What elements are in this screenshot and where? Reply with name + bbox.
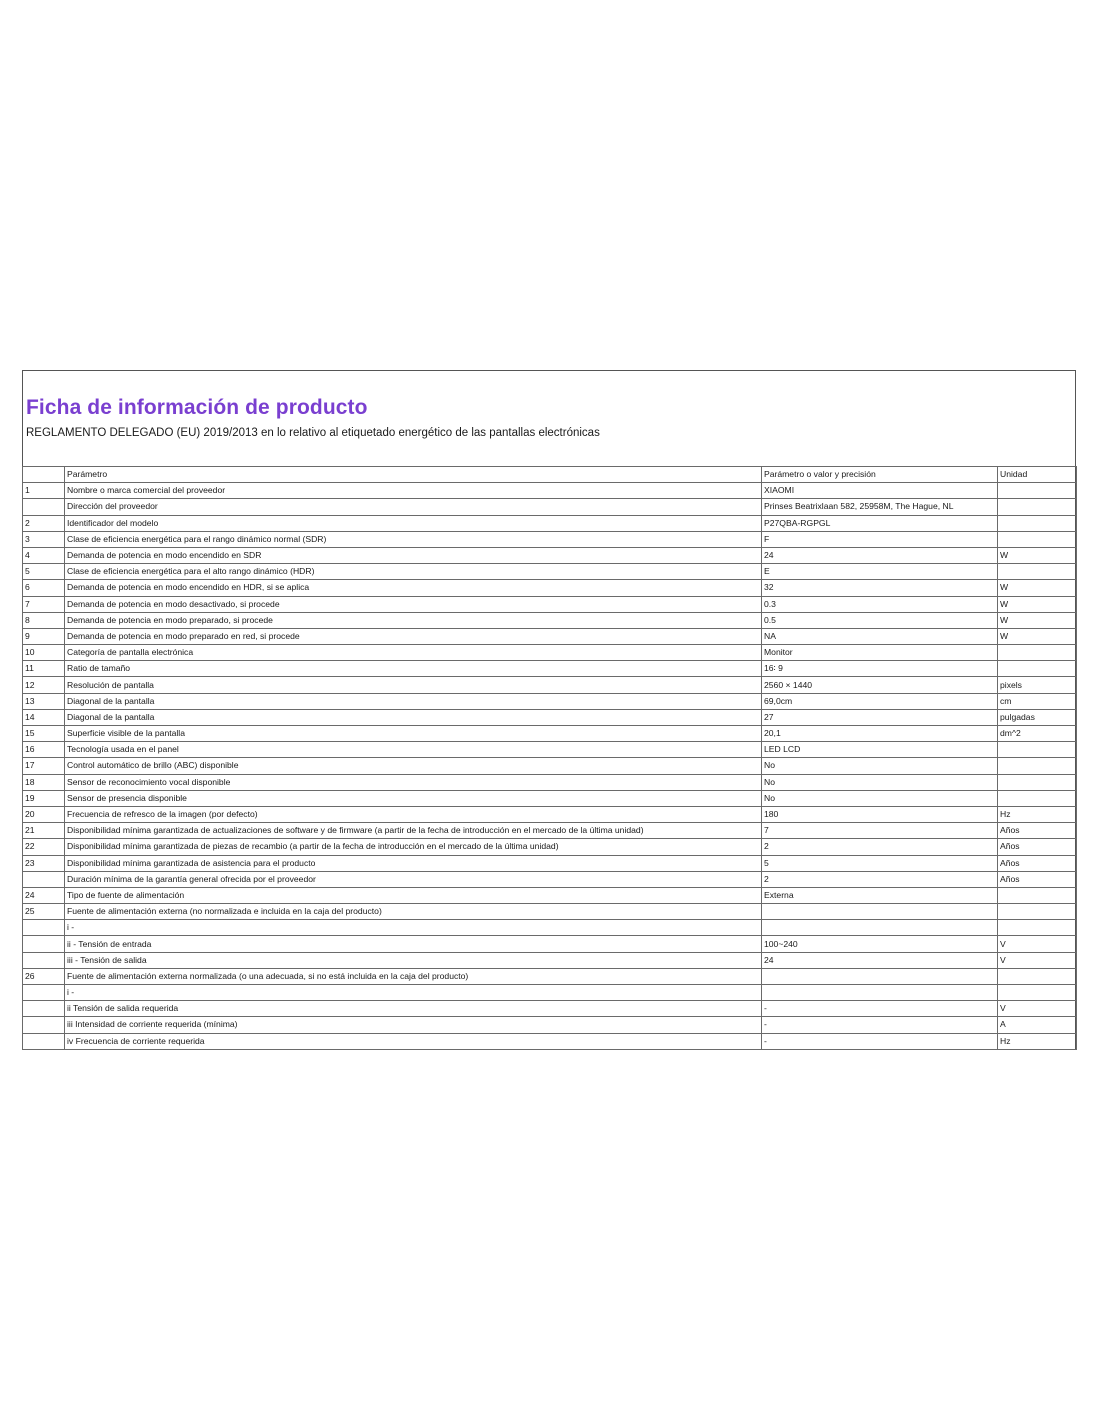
row-num <box>23 952 65 968</box>
row-value: LED LCD <box>762 742 998 758</box>
row-num <box>23 936 65 952</box>
table-row <box>23 483 1077 499</box>
row-param: Diagonal de la pantalla <box>65 709 762 725</box>
table-row <box>23 968 1077 984</box>
row-num: 9 <box>23 628 65 644</box>
row-value: 7 <box>762 823 998 839</box>
table-row <box>23 531 1077 547</box>
row-num: 1 <box>23 483 65 499</box>
row-value: 24 <box>762 952 998 968</box>
row-value: 27 <box>762 709 998 725</box>
row-value: 180 <box>762 806 998 822</box>
row-unit: W <box>998 580 1077 596</box>
row-unit: pulgadas <box>998 709 1077 725</box>
table-row <box>23 564 1077 580</box>
row-unit <box>998 499 1077 515</box>
header-param: Parámetro <box>65 467 762 483</box>
row-param: Demanda de potencia en modo encendido en HDR, si se aplica <box>65 580 762 596</box>
row-num: 22 <box>23 839 65 855</box>
row-value: 69,0cm <box>762 693 998 709</box>
row-num: 23 <box>23 855 65 871</box>
sheet-header <box>23 371 1075 467</box>
table-row <box>23 1017 1077 1033</box>
table-row <box>23 855 1077 871</box>
row-param: iii Intensidad de corriente requerida (mínima) <box>65 1017 762 1033</box>
row-unit: W <box>998 612 1077 628</box>
row-param: Frecuencia de refresco de la imagen (por defecto) <box>65 806 762 822</box>
row-value: - <box>762 1001 998 1017</box>
row-num: 4 <box>23 547 65 563</box>
row-unit <box>998 564 1077 580</box>
table-row <box>23 645 1077 661</box>
row-value <box>762 968 998 984</box>
page-title: Ficha de información de producto <box>26 396 368 419</box>
row-param: iii - Tensión de salida <box>65 952 762 968</box>
row-unit <box>998 968 1077 984</box>
row-num <box>23 1001 65 1017</box>
row-num <box>23 920 65 936</box>
row-unit <box>998 515 1077 531</box>
row-unit <box>998 920 1077 936</box>
table-row <box>23 499 1077 515</box>
row-unit <box>998 742 1077 758</box>
row-unit: Años <box>998 855 1077 871</box>
row-num: 18 <box>23 774 65 790</box>
row-unit: W <box>998 628 1077 644</box>
row-param: i - <box>65 920 762 936</box>
table-header-row <box>23 467 1077 483</box>
row-unit <box>998 661 1077 677</box>
row-num: 2 <box>23 515 65 531</box>
row-num: 5 <box>23 564 65 580</box>
row-value: - <box>762 1033 998 1049</box>
header-value: Parámetro o valor y precisión <box>762 467 998 483</box>
row-unit <box>998 645 1077 661</box>
row-param: Disponibilidad mínima garantizada de asistencia para el producto <box>65 855 762 871</box>
table-row <box>23 661 1077 677</box>
row-value: Externa <box>762 887 998 903</box>
row-unit <box>998 774 1077 790</box>
row-unit <box>998 531 1077 547</box>
row-unit <box>998 887 1077 903</box>
table-row <box>23 887 1077 903</box>
row-param: Sensor de presencia disponible <box>65 790 762 806</box>
row-num: 20 <box>23 806 65 822</box>
table-row <box>23 952 1077 968</box>
row-unit: cm <box>998 693 1077 709</box>
row-param: Disponibilidad mínima garantizada de actualizaciones de software y de firmware (a partir de la fecha de introducción en el mercado de la última unidad) <box>65 823 762 839</box>
row-param: Identificador del modelo <box>65 515 762 531</box>
row-unit: A <box>998 1017 1077 1033</box>
row-param: Sensor de reconocimiento vocal disponible <box>65 774 762 790</box>
row-num <box>23 1017 65 1033</box>
row-num <box>23 1033 65 1049</box>
row-param: Demanda de potencia en modo encendido en SDR <box>65 547 762 563</box>
row-value: P27QBA-RGPGL <box>762 515 998 531</box>
row-param: Dirección del proveedor <box>65 499 762 515</box>
row-unit: dm^2 <box>998 726 1077 742</box>
row-param: Clase de eficiencia energética para el alto rango dinámico (HDR) <box>65 564 762 580</box>
row-param: Fuente de alimentación externa (no normalizada e incluida en la caja del producto) <box>65 904 762 920</box>
row-unit: Años <box>998 823 1077 839</box>
row-num: 6 <box>23 580 65 596</box>
table-row <box>23 612 1077 628</box>
row-num: 19 <box>23 790 65 806</box>
row-unit: pixels <box>998 677 1077 693</box>
row-param: Categoría de pantalla electrónica <box>65 645 762 661</box>
row-value: 2 <box>762 839 998 855</box>
row-num: 11 <box>23 661 65 677</box>
row-unit: W <box>998 547 1077 563</box>
table-row <box>23 823 1077 839</box>
row-unit <box>998 758 1077 774</box>
row-param: Duración mínima de la garantía general ofrecida por el proveedor <box>65 871 762 887</box>
row-value: E <box>762 564 998 580</box>
row-value: XIAOMI <box>762 483 998 499</box>
row-param: Nombre o marca comercial del proveedor <box>65 483 762 499</box>
row-unit <box>998 790 1077 806</box>
row-unit: V <box>998 1001 1077 1017</box>
row-unit <box>998 904 1077 920</box>
row-param: Diagonal de la pantalla <box>65 693 762 709</box>
row-param: ii - Tensión de entrada <box>65 936 762 952</box>
table-row <box>23 806 1077 822</box>
table-row <box>23 839 1077 855</box>
product-info-table <box>22 466 1077 1050</box>
row-num: 25 <box>23 904 65 920</box>
row-param: Control automático de brillo (ABC) disponible <box>65 758 762 774</box>
row-value: 5 <box>762 855 998 871</box>
table-row <box>23 677 1077 693</box>
table-row <box>23 1033 1077 1049</box>
table-row <box>23 742 1077 758</box>
row-unit: W <box>998 596 1077 612</box>
row-num: 21 <box>23 823 65 839</box>
table-row <box>23 515 1077 531</box>
row-param: Resolución de pantalla <box>65 677 762 693</box>
row-param: iv Frecuencia de corriente requerida <box>65 1033 762 1049</box>
row-param: Tecnología usada en el panel <box>65 742 762 758</box>
row-param: Clase de eficiencia energética para el rango dinámico normal (SDR) <box>65 531 762 547</box>
row-value <box>762 904 998 920</box>
row-param: Disponibilidad mínima garantizada de piezas de recambio (a partir de la fecha de introducción en el mercado de la última unidad) <box>65 839 762 855</box>
table-row <box>23 920 1077 936</box>
row-value: No <box>762 790 998 806</box>
row-value: Monitor <box>762 645 998 661</box>
row-num: 14 <box>23 709 65 725</box>
row-unit <box>998 985 1077 1001</box>
row-unit <box>998 483 1077 499</box>
row-num <box>23 985 65 1001</box>
table-row <box>23 904 1077 920</box>
row-value: No <box>762 758 998 774</box>
table-row <box>23 580 1077 596</box>
row-param: Ratio de tamaño <box>65 661 762 677</box>
row-num: 24 <box>23 887 65 903</box>
row-value <box>762 920 998 936</box>
row-value: 16∶ 9 <box>762 661 998 677</box>
row-param: Demanda de potencia en modo desactivado, si procede <box>65 596 762 612</box>
row-unit: Hz <box>998 806 1077 822</box>
row-value: 2560 × 1440 <box>762 677 998 693</box>
row-value: 100~240 <box>762 936 998 952</box>
row-value: Prinses Beatrixlaan 582, 25958M, The Hague, NL <box>762 499 998 515</box>
table-row <box>23 774 1077 790</box>
table-row <box>23 628 1077 644</box>
row-param: Fuente de alimentación externa normalizada (o una adecuada, si no está incluida en la caja del producto) <box>65 968 762 984</box>
row-value: 20,1 <box>762 726 998 742</box>
row-value: 2 <box>762 871 998 887</box>
row-num: 15 <box>23 726 65 742</box>
table-row <box>23 790 1077 806</box>
row-value: 0.5 <box>762 612 998 628</box>
row-unit: Años <box>998 839 1077 855</box>
product-info-sheet <box>22 370 1076 1050</box>
row-param: Tipo de fuente de alimentación <box>65 887 762 903</box>
table-row <box>23 1001 1077 1017</box>
row-num: 10 <box>23 645 65 661</box>
row-value: NA <box>762 628 998 644</box>
table-row <box>23 709 1077 725</box>
table-row <box>23 758 1077 774</box>
header-num <box>23 467 65 483</box>
row-value: F <box>762 531 998 547</box>
row-param: i - <box>65 985 762 1001</box>
table-row <box>23 936 1077 952</box>
table-row <box>23 985 1077 1001</box>
row-value: 0.3 <box>762 596 998 612</box>
table-row <box>23 871 1077 887</box>
row-param: Demanda de potencia en modo preparado en red, si procede <box>65 628 762 644</box>
row-value <box>762 985 998 1001</box>
table-row <box>23 726 1077 742</box>
row-value: - <box>762 1017 998 1033</box>
table-row <box>23 547 1077 563</box>
row-value: No <box>762 774 998 790</box>
row-param: ii Tensión de salida requerida <box>65 1001 762 1017</box>
row-num: 8 <box>23 612 65 628</box>
row-unit: V <box>998 952 1077 968</box>
header-unit: Unidad <box>998 467 1077 483</box>
row-num: 13 <box>23 693 65 709</box>
table-row <box>23 693 1077 709</box>
row-num <box>23 499 65 515</box>
row-num: 17 <box>23 758 65 774</box>
row-num: 16 <box>23 742 65 758</box>
row-param: Demanda de potencia en modo preparado, si procede <box>65 612 762 628</box>
page-subtitle: REGLAMENTO DELEGADO (EU) 2019/2013 en lo relativo al etiquetado energético de las pantallas electrónicas <box>26 427 600 439</box>
row-unit: V <box>998 936 1077 952</box>
row-num <box>23 871 65 887</box>
table-row <box>23 596 1077 612</box>
row-num: 26 <box>23 968 65 984</box>
row-unit: Años <box>998 871 1077 887</box>
row-num: 7 <box>23 596 65 612</box>
row-param: Superficie visible de la pantalla <box>65 726 762 742</box>
row-value: 24 <box>762 547 998 563</box>
row-num: 3 <box>23 531 65 547</box>
row-value: 32 <box>762 580 998 596</box>
row-unit: Hz <box>998 1033 1077 1049</box>
row-num: 12 <box>23 677 65 693</box>
